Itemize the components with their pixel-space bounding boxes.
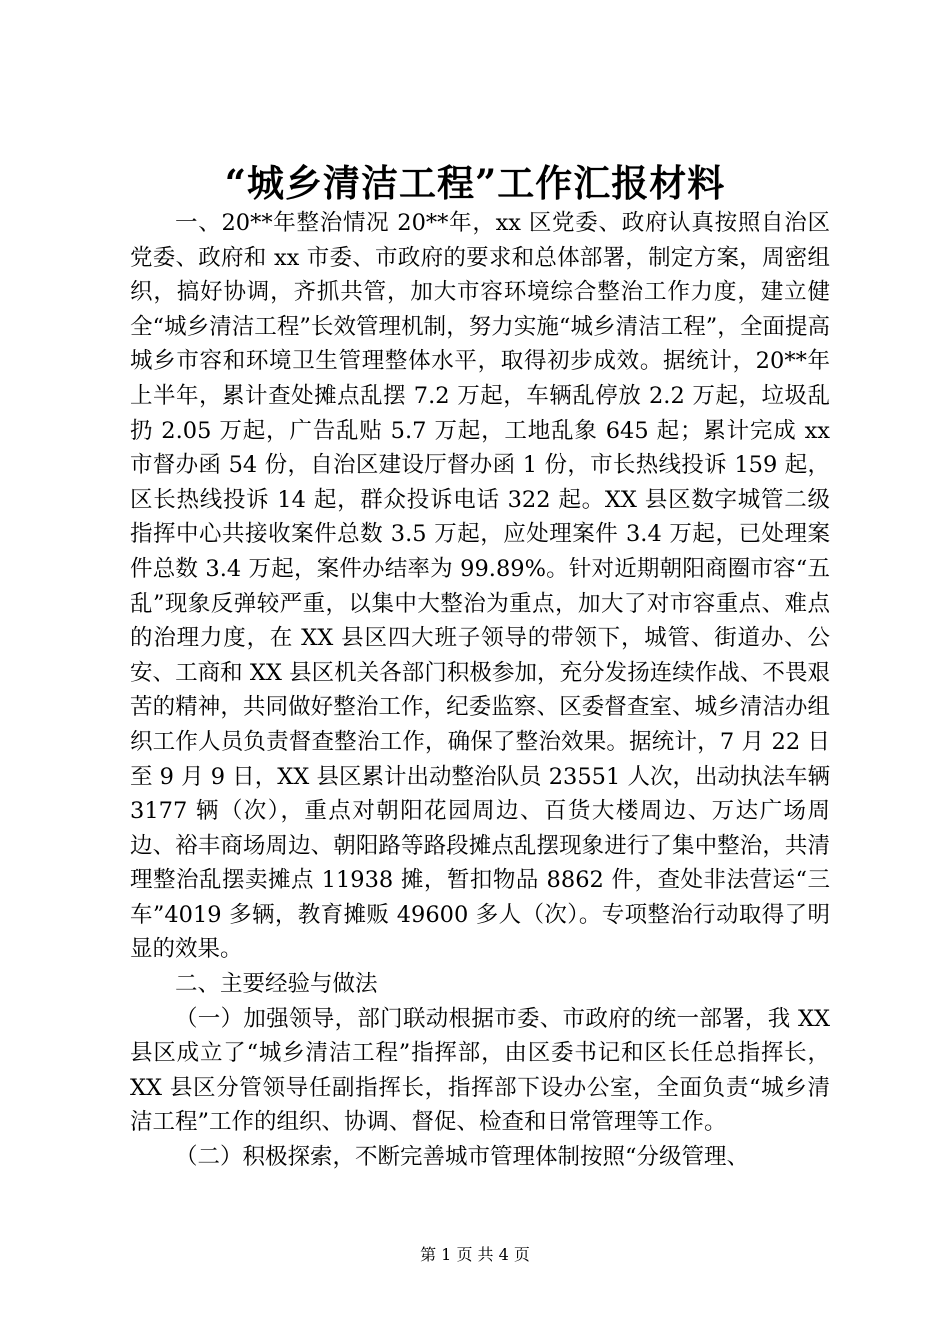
paragraph-leadership: （一）加强领导，部门联动根据市委、市政府的统一部署，我 XX 县区成立了“城乡清洁工程”指挥部，由区委书记和区长任总指挥长，XX 县区分管领导任副指挥长，指挥部下设办公室，全面负责“城乡清洁工程”工作的组织、协调、督促、检查和日常管理等工作。 <box>130 1005 830 1136</box>
paragraph-overview: 一、20**年整治情况 20**年，xx 区党委、政府认真按照自治区党委、政府和 xx 市委、市政府的要求和总体部署，制定方案，周密组织，搞好协调，齐抓共管，加大市容环境综合整治工作力度，建立健全“城乡清洁工程”长效管理机制，努力实施“城乡清洁工程”，全面提高城乡市容和环境卫生管理整体水平，取得初步成效。据统计，20**年上半年，累计查处摊点乱摆 7.2 万起，车辆乱停放 2.2 万起，垃圾乱扔 2.05 万起，广告乱贴 5.7 万起，工地乱象 645 起；累计完成 xx 市督办函 54 份，自治区建设厅督办函 1 份，市长热线投诉 159 起，区长热线投诉 14 起，群众投诉电话 322 起。XX 县区数字城管二级指挥中心共接收案件总数 3.5 万起，应处理案件 3.4 万起，已处理案件总数 3.4 万起，案件办结率为 99.89%。针对近期朝阳商圈市容“五乱”现象反弹较严重，以集中大整治为重点，加大了对市容重点、难点的治理力度，在 XX 县区四大班子领导的带领下，城管、街道办、公安、工商和 XX 县区机关各部门积极参加，充分发扬连续作战、不畏艰苦的精神，共同做好整治工作，纪委监察、区委督查室、城乡清洁办组织工作人员负责督查整治工作，确保了整治效果。据统计，7 月 22 日至 9 月 9 日，XX 县区累计出动整治队员 23551 人次，出动执法车辆 3177 辆（次），重点对朝阳花园周边、百货大楼周边、万达广场周边、裕丰商场周边、朝阳路等路段摊点乱摆现象进行了集中整治，共清理整治乱摆卖摊点 11938 摊，暂扣物品 8862 件，查处非法营运“三车”4019 多辆，教育摊贩 49600 多人（次）。专项整治行动取得了明显的效果。 <box>130 210 830 963</box>
paragraph-management-system: （二）积极探索，不断完善城市管理体制按照“分级管理、 <box>175 1144 750 1171</box>
document-body <box>130 206 830 1175</box>
paragraph-heading-experience: 二、主要经验与做法 <box>175 971 378 998</box>
document-title: “城乡清洁工程”工作汇报材料 <box>224 161 726 205</box>
page-footer: 第 1 页 共 4 页 <box>420 1245 530 1264</box>
